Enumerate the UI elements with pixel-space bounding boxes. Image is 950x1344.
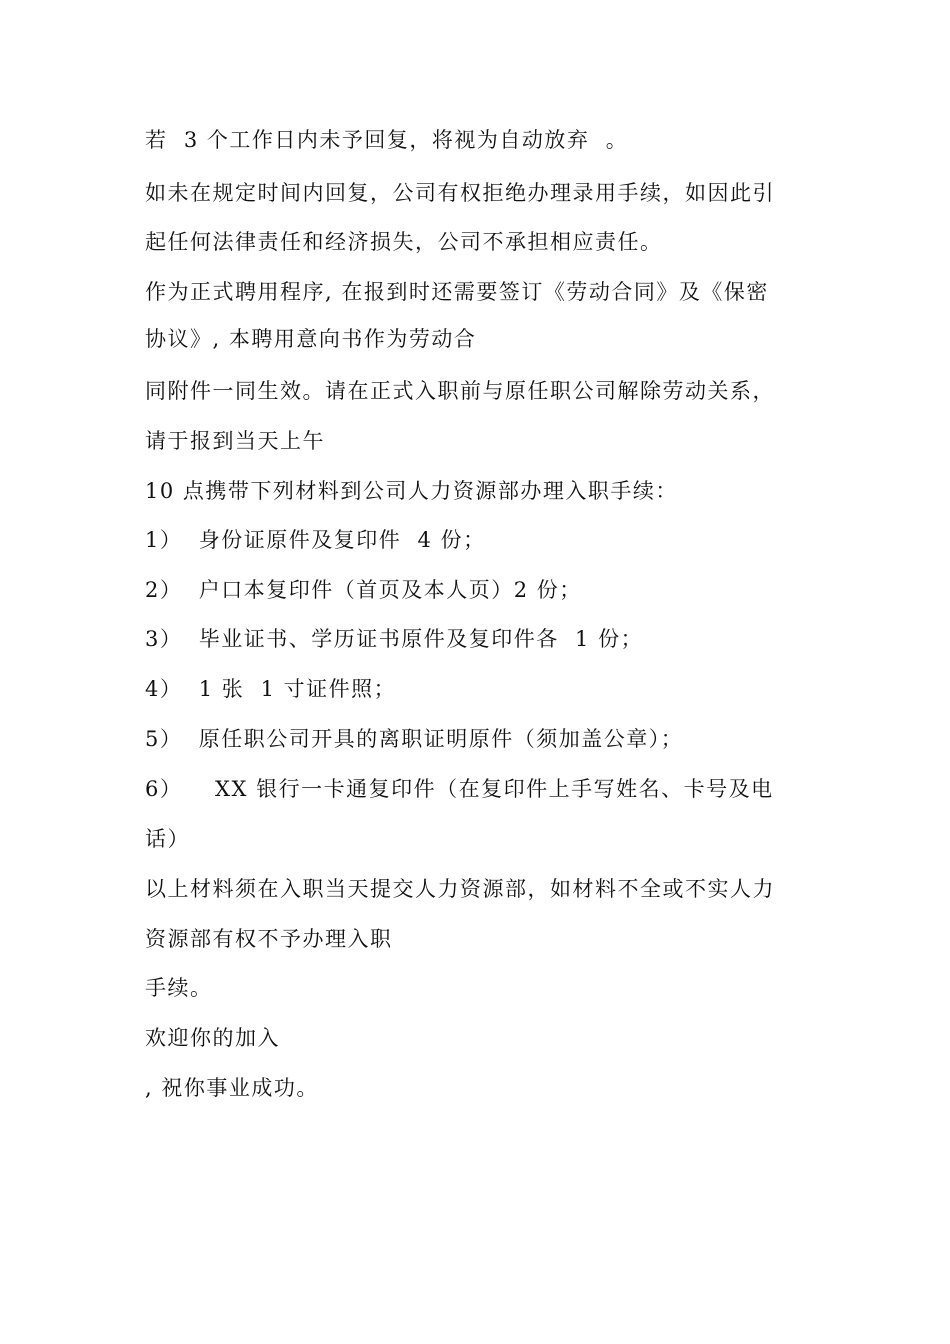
list-item: 6） XX 银行一卡通复印件（在复印件上手写姓名、卡号及电	[145, 777, 774, 801]
text-line: 以上材料须在入职当天提交人力资源部，如材料不全或不实人力	[145, 877, 775, 901]
closing-line: , 祝你事业成功。	[145, 1076, 319, 1100]
text-line: 同附件一同生效。请在正式入职前与原任职公司解除劳动关系，	[145, 379, 775, 403]
list-item: 2） 户口本复印件（首页及本人页）2 份；	[145, 578, 582, 602]
text-line: 如未在规定时间内回复，公司有权拒绝办理录用手续，如因此引	[145, 181, 775, 205]
text-line: 起任何法律责任和经济损失，公司不承担相应责任。	[145, 230, 663, 254]
list-item-continuation: 话）	[145, 827, 190, 851]
text-line: 作为正式聘用程序, 在报到时还需要签订《劳动合同》及《保密	[145, 280, 769, 304]
list-item: 5） 原任职公司开具的离职证明原件（须加盖公章）；	[145, 727, 684, 751]
text-line: 资源部有权不予办理入职	[145, 927, 393, 951]
text-line: 协议》, 本聘用意向书作为劳动合	[145, 327, 477, 351]
text-line: 手续。	[145, 976, 213, 1000]
text-line: 请于报到当天上午	[145, 429, 325, 453]
text-line: 10 点携带下列材料到公司人力资源部办理入职手续：	[145, 479, 678, 503]
list-item: 1） 身份证原件及复印件 4 份；	[145, 528, 486, 552]
text-line: 若 3 个工作日内未予回复，将视为自动放弃 。	[145, 128, 629, 152]
list-item: 4） 1 张 1 寸证件照；	[145, 677, 397, 701]
list-item: 3） 毕业证书、学历证书原件及复印件各 1 份；	[145, 627, 644, 651]
closing-line: 欢迎你的加入	[145, 1026, 280, 1050]
